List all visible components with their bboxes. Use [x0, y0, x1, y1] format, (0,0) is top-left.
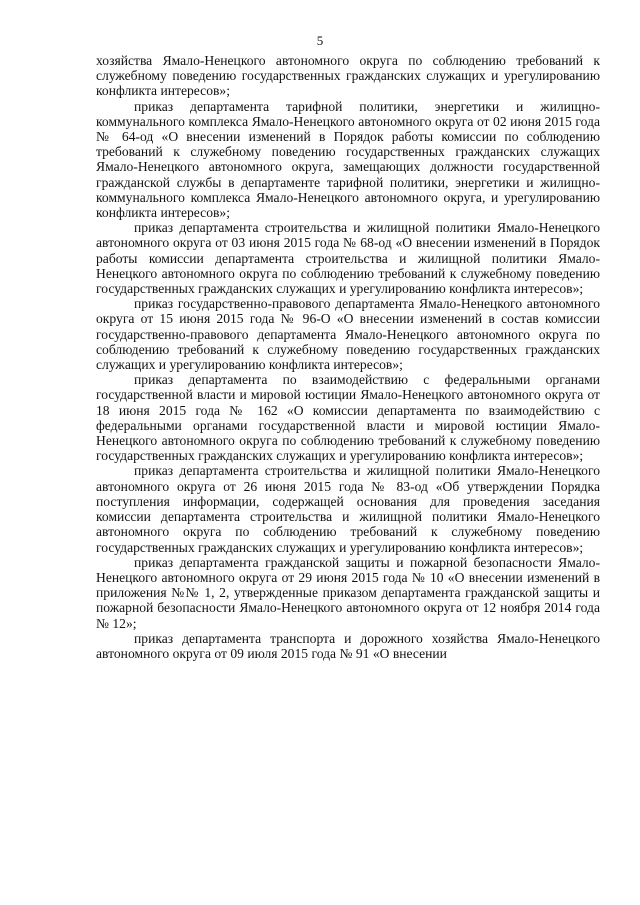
page-number: 5: [316, 33, 324, 48]
paragraph-8: приказ департамента транспорта и дорожного хозяйства Ямало-Ненецкого автономного округа от 09 июля 2015 года № 91 «О внесении: [96, 630, 600, 661]
paragraph-4: приказ государственно-правового департамента Ямало-Ненецкого автономного округа от 15 июня 2015 года № 96-О «О внесении изменений в состав комиссии государственно-правового департамента Ямало-Ненецкого автономного округа по соблюдению требований к служебному поведению государственных гражданских служащих и урегулированию конфликта интересов»;: [96, 296, 600, 373]
paragraph-5: приказ департамента по взаимодействию с федеральными органами государственной власти и мировой юстиции Ямало-Ненецкого автономного округа от 18 июня 2015 года № 162 «О комиссии департамента по взаимодействию с федеральными органами государственной власти и мировой юстиции Ямало-Ненецкого автономного округа по соблюдению требований к служебному поведению государственных гражданских служащих и урегулированию конфликта интересов»;: [96, 372, 600, 464]
paragraph-2: приказ департамента тарифной политики, энергетики и жилищно-коммунального комплекса Ямало-Ненецкого автономного округа от 02 июня 2015 года № 64-од «О внесении изменений в Порядок работы комиссии по соблюдению требований к служебному поведению государственных гражданских служащих Ямало-Ненецкого автономного округа, замещающих должности государственной гражданской службы в департаменте тарифной политики, энергетики и жилищно-коммунального комплекса Ямало-Ненецкого автономного округа, и урегулированию конфликта интересов»;: [96, 98, 600, 221]
document-body: [96, 53, 600, 661]
paragraph-6: приказ департамента строительства и жилищной политики Ямало-Ненецкого автономного округа от 26 июня 2015 года № 83-од «Об утверждении Порядка поступления информации, содержащей основания для проведения заседания комиссии департамента строительства и жилищной политики Ямало-Ненецкого автономного округа по соблюдению требований к служебному поведению государственных гражданских служащих и урегулированию конфликта интересов»;: [96, 463, 600, 555]
paragraph-7: приказ департамента гражданской защиты и пожарной безопасности Ямало-Ненецкого автономного округа от 29 июня 2015 года № 10 «О внесении изменений в приложения №№ 1, 2, утвержденные приказом департамента гражданской защиты и пожарной безопасности Ямало-Ненецкого автономного округа от 12 ноября 2014 года № 12»;: [96, 554, 600, 631]
paragraph-3: приказ департамента строительства и жилищной политики Ямало-Ненецкого автономного округа от 03 июня 2015 года № 68-од «О внесении изменений в Порядок работы комиссии департамента строительства и жилищной политики Ямало-Ненецкого автономного округа по соблюдению требований к служебному поведению государственных гражданских служащих и урегулированию конфликта интересов»;: [96, 220, 600, 297]
paragraph-1: хозяйства Ямало-Ненецкого автономного округа по соблюдению требований к служебному поведению государственных гражданских служащих и урегулированию конфликта интересов»;: [96, 53, 600, 99]
